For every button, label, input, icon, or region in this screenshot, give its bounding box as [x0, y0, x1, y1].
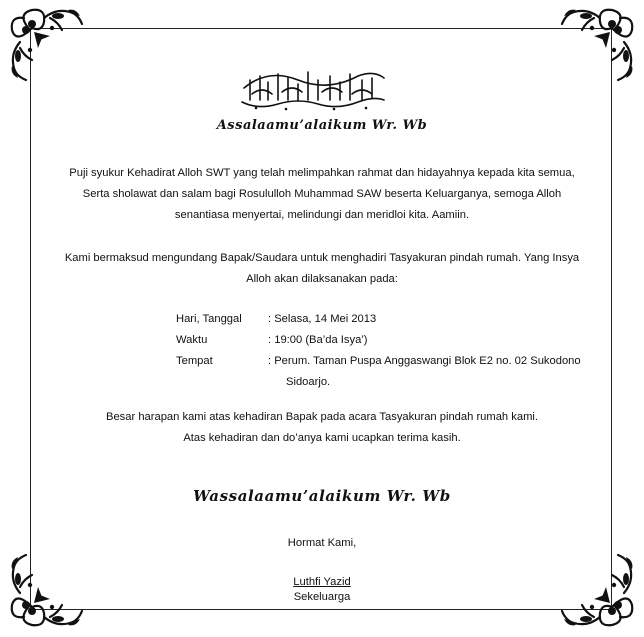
detail-value: : Perum. Taman Puspa Anggaswangi Blok E2 no. 02 Sukodono [268, 355, 581, 367]
detail-label: Waktu [176, 334, 208, 346]
regards-text: Hormat Kami, [287, 537, 357, 549]
signer-name: Luthfi Yazid [293, 576, 351, 588]
signer-family: Sekeluarga [293, 591, 351, 603]
signature-block [30, 575, 614, 605]
paragraph-invitation [30, 248, 614, 290]
detail-value: Sidoarjo. [286, 376, 331, 388]
detail-row-place [176, 351, 616, 372]
detail-value: : Selasa, 14 Mei 2013 [268, 313, 377, 325]
paragraph-gratitude [30, 163, 614, 226]
invitation-content [30, 30, 614, 620]
event-details [176, 309, 616, 393]
paragraph-line: Serta sholawat dan salam bagi Rosululloh Muhammad SAW beserta Keluarganya, semoga Alloh [82, 188, 562, 200]
closing-greeting: Wassalaamu’alaikum Wr. Wb [193, 487, 451, 505]
paragraph-closing [30, 407, 614, 449]
bismillah-calligraphy-icon [238, 66, 388, 114]
paragraph-line: senantiasa menyertai, melindungi dan meridloi kita. Aamiin. [174, 209, 470, 221]
detail-row-date [176, 309, 616, 330]
paragraph-line: Kami bermaksud mengundang Bapak/Saudara untuk menghadiri Tasyakuran pindah rumah. Yang Insya [64, 252, 580, 264]
detail-value: : 19:00 (Ba’da Isya’) [268, 334, 368, 346]
opening-greeting: Assalaamu’alaikum Wr. Wb [216, 118, 428, 133]
detail-label: Tempat [176, 355, 213, 367]
detail-label: Hari, Tanggal [176, 313, 242, 325]
paragraph-line: Puji syukur Kehadirat Alloh SWT yang telah melimpahkan rahmat dan hidayahnya kepada kita semua, [69, 167, 575, 179]
detail-row-time [176, 330, 616, 351]
paragraph-line: Atas kehadiran dan do’anya kami ucapkan terima kasih. [183, 432, 461, 444]
detail-label [176, 372, 268, 393]
detail-row-place-cont [176, 372, 616, 393]
paragraph-line: Besar harapan kami atas kehadiran Bapak pada acara Tasyakuran pindah rumah kami. [105, 411, 538, 423]
paragraph-line: Alloh akan dilaksanakan pada: [246, 273, 398, 285]
